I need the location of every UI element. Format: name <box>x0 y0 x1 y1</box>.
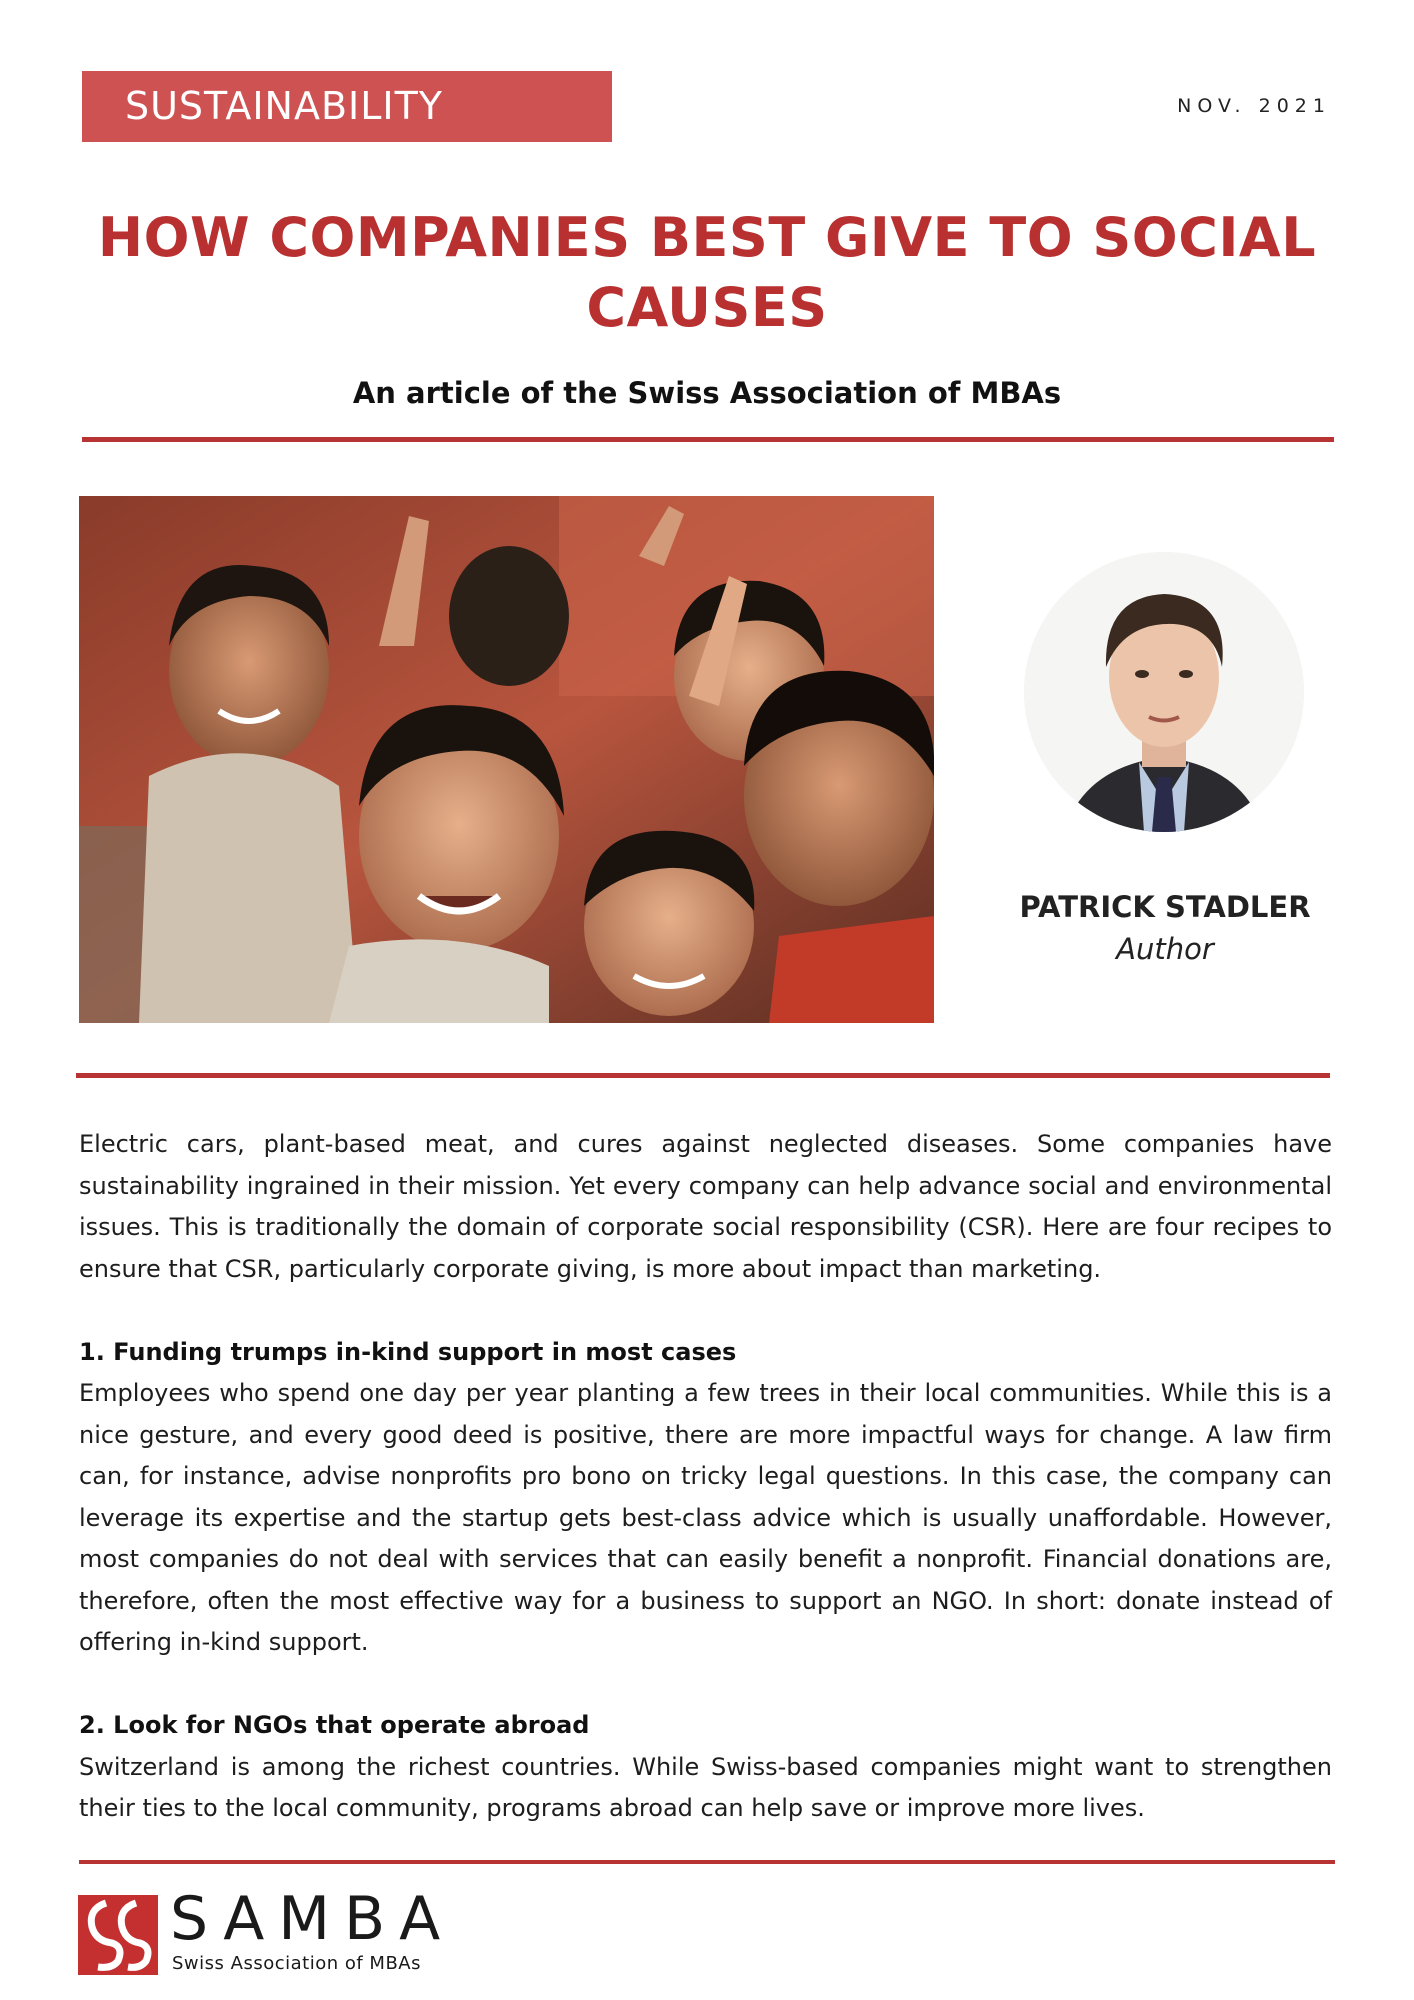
section-2-paragraph: Switzerland is among the richest countries. While Swiss-based companies might want to strengthen their ties to the local community, programs abroad can help save or improve more lives. <box>79 1752 1332 1822</box>
samba-tagline: Swiss Association of MBAs <box>172 1953 421 1974</box>
middle-divider <box>76 1073 1330 1078</box>
issue-date: NOV. 2021 <box>1177 95 1331 117</box>
article-title: HOW COMPANIES BEST GIVE TO SOCIAL CAUSES <box>97 206 1317 339</box>
author-avatar-illustration <box>1024 552 1304 832</box>
category-tag <box>82 71 612 142</box>
section-1-heading: 1. Funding trumps in-kind support in most cases <box>79 1337 737 1366</box>
section-1-paragraph: Employees who spend one day per year planting a few trees in their local communities. While this is a nice gesture, and every good deed is positive, there are more impactful ways for change. A law firm can, for instance, advise nonprofits pro bono on tricky legal questions. In this case, the company can leverage its expertise and the startup gets best-class advice which is usually unaffordable. However, most companies do not deal with services that can easily benefit a nonprofit. Financial donations are, therefore, often the most effective way for a business to support an NGO. In short: donate instead of offering in-kind support. <box>79 1379 1332 1656</box>
footer-divider <box>79 1860 1335 1864</box>
children-photo-illustration <box>79 496 934 1023</box>
author-role: Author <box>1116 932 1214 966</box>
intro-paragraph: Electric cars, plant-based meat, and cures against neglected diseases. Some companies have sustainability ingrained in their mission. Yet every company can help advance social and environmental issues. This is traditionally the domain of corporate social responsibility (CSR). Here are four recipes to ensure that CSR, particularly corporate giving, is more about impact than marketing. <box>79 1130 1332 1283</box>
feature-photo <box>79 496 934 1023</box>
article-subtitle: An article of the Swiss Association of MBAs <box>352 376 1062 410</box>
samba-wordmark: SAMBA <box>170 1884 455 1954</box>
article-body <box>79 1124 1332 1830</box>
top-divider <box>82 437 1334 442</box>
section-2-heading: 2. Look for NGOs that operate abroad <box>79 1711 590 1739</box>
category-label: SUSTAINABILITY <box>125 84 444 128</box>
author-name: PATRICK STADLER <box>1019 890 1311 924</box>
samba-logo-icon <box>78 1895 158 1975</box>
author-portrait <box>1024 552 1304 832</box>
